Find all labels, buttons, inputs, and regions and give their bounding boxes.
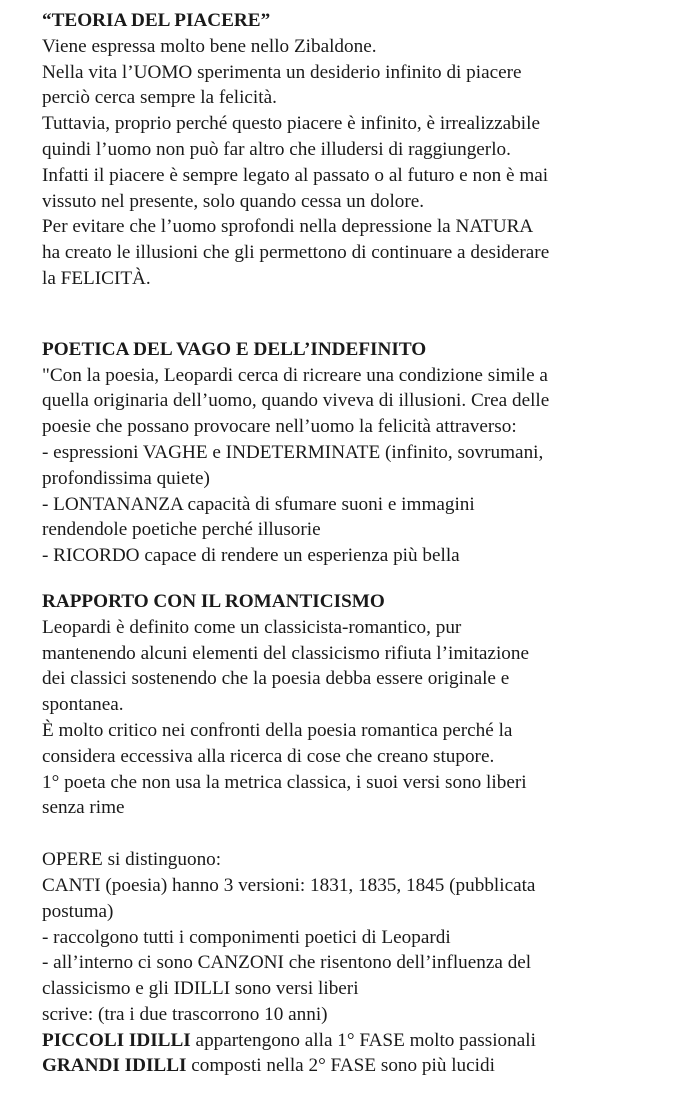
text-line: senza rime bbox=[42, 797, 125, 819]
text-line: quindi l’uomo non può far altro che illudersi di raggiungerlo. bbox=[42, 138, 511, 160]
section-title: RAPPORTO CON IL ROMANTICISMO bbox=[42, 590, 385, 612]
text-line: scrive: (tra i due trascorrono 10 anni) bbox=[42, 1003, 328, 1025]
text-line: "Con la poesia, Leopardi cerca di ricreare una condizione simile a bbox=[42, 364, 548, 386]
piccoli-idilli-text: appartengono alla 1° FASE molto passionali bbox=[190, 1029, 536, 1051]
text-line: vissuto nel presente, solo quando cessa un dolore. bbox=[42, 190, 425, 212]
spacer bbox=[42, 292, 672, 337]
grandi-idilli-label: GRANDI IDILLI bbox=[42, 1055, 187, 1077]
text-line: classicismo e gli IDILLI sono versi liberi bbox=[42, 978, 359, 1000]
text-line: - RICORDO capace di rendere un esperienza più bella bbox=[42, 545, 460, 567]
piccoli-idilli-label: PICCOLI IDILLI bbox=[42, 1029, 191, 1051]
text-line: È molto critico nei confronti della poesia romantica perché la bbox=[42, 719, 513, 741]
section-opere bbox=[42, 847, 672, 1079]
text-line: - espressioni VAGHE e INDETERMINATE (infinito, sovrumani, bbox=[42, 441, 544, 463]
piccoli-idilli-line bbox=[42, 1028, 672, 1054]
text-line: mantenendo alcuni elementi del classicismo rifiuta l’imitazione bbox=[42, 642, 529, 664]
text-line: rendendole poetiche perché illusorie bbox=[42, 519, 321, 541]
text-line: quella originaria dell’uomo, quando viveva di illusioni. Crea delle bbox=[42, 390, 550, 412]
section-rapporto-romanticismo bbox=[42, 589, 672, 821]
section-poetica-del-vago bbox=[42, 337, 672, 569]
text-line: postuma) bbox=[42, 900, 114, 922]
spacer bbox=[42, 569, 672, 589]
text-line: - LONTANANZA capacità di sfumare suoni e immagini bbox=[42, 493, 475, 515]
text-line: Per evitare che l’uomo sprofondi nella depressione la NATURA bbox=[42, 216, 534, 238]
text-line: Leopardi è definito come un classicista-romantico, pur bbox=[42, 616, 462, 638]
section-title: POETICA DEL VAGO E DELL’INDEFINITO bbox=[42, 338, 427, 360]
text-line: la FELICITÀ. bbox=[42, 267, 151, 289]
text-line: spontanea. bbox=[42, 694, 124, 716]
text-line: ha creato le illusioni che gli permettono di continuare a desiderare bbox=[42, 242, 550, 264]
text-line: profondissima quiete) bbox=[42, 467, 210, 489]
grandi-idilli-text: composti nella 2° FASE sono più lucidi bbox=[186, 1055, 495, 1077]
text-line: Tuttavia, proprio perché questo piacere è infinito, è irrealizzabile bbox=[42, 113, 540, 135]
text-line: - all’interno ci sono CANZONI che risentono dell’influenza del bbox=[42, 952, 532, 974]
spacer bbox=[42, 821, 672, 847]
text-line: Viene espressa molto bene nello Zibaldone. bbox=[42, 35, 377, 57]
text-line: dei classici sostenendo che la poesia debba essere originale e bbox=[42, 668, 510, 690]
text-line: CANTI (poesia) hanno 3 versioni: 1831, 1835, 1845 (pubblicata bbox=[42, 874, 536, 896]
section-title: “TEORIA DEL PIACERE” bbox=[42, 10, 271, 31]
document-page bbox=[42, 8, 672, 1079]
text-line: - raccolgono tutti i componimenti poetici di Leopardi bbox=[42, 926, 451, 948]
text-line: perciò cerca sempre la felicità. bbox=[42, 87, 277, 109]
text-line: OPERE si distinguono: bbox=[42, 849, 222, 871]
text-line: Nella vita l’UOMO sperimenta un desiderio infinito di piacere bbox=[42, 61, 522, 83]
text-line: poesie che possano provocare nell’uomo la felicità attraverso: bbox=[42, 416, 517, 438]
text-line: 1° poeta che non usa la metrica classica, i suoi versi sono liberi bbox=[42, 771, 527, 793]
grandi-idilli-line bbox=[42, 1053, 672, 1079]
section-teoria-del-piacere bbox=[42, 8, 672, 292]
text-line: Infatti il piacere è sempre legato al passato o al futuro e non è mai bbox=[42, 164, 549, 186]
text-line: considera eccessiva alla ricerca di cose che creano stupore. bbox=[42, 745, 495, 767]
